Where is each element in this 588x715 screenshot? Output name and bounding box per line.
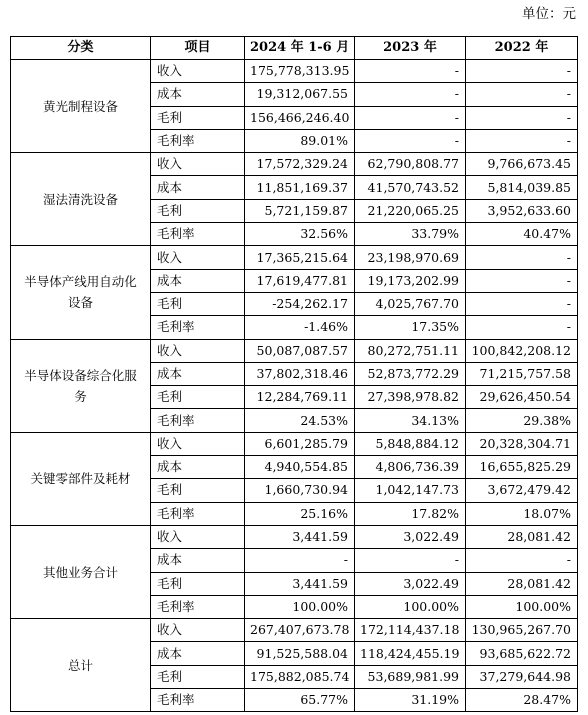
value-2023-cell: 100.00%: [355, 595, 466, 618]
value-2024-h1-cell: 1,660,730.94: [245, 479, 355, 502]
category-cell: 湿法清洗设备: [11, 153, 151, 246]
item-cell: 毛利: [151, 199, 245, 222]
value-2024-h1-cell: 65.77%: [245, 689, 355, 712]
value-2023-cell: 17.35%: [355, 316, 466, 339]
value-2024-h1-cell: 17,572,329.24: [245, 153, 355, 176]
value-2023-cell: 31.19%: [355, 689, 466, 712]
value-2024-h1-cell: 50,087,087.57: [245, 339, 355, 362]
value-2022-cell: -: [466, 549, 578, 572]
value-2022-cell: 40.47%: [466, 223, 578, 246]
item-cell: 成本: [151, 83, 245, 106]
value-2023-cell: 3,022.49: [355, 572, 466, 595]
value-2023-cell: 5,848,884.12: [355, 432, 466, 455]
value-2022-cell: 93,685,622.72: [466, 642, 578, 665]
item-cell: 毛利率: [151, 129, 245, 152]
table-row: [11, 339, 578, 362]
item-cell: 毛利: [151, 665, 245, 688]
item-cell: 收入: [151, 432, 245, 455]
value-2024-h1-cell: 3,441.59: [245, 525, 355, 548]
header-category: 分类: [11, 37, 151, 60]
value-2022-cell: 29.38%: [466, 409, 578, 432]
table-row: [11, 60, 578, 83]
value-2024-h1-cell: 156,466,246.40: [245, 106, 355, 129]
value-2023-cell: 41,570,743.52: [355, 176, 466, 199]
item-cell: 收入: [151, 339, 245, 362]
value-2023-cell: 53,689,981.99: [355, 665, 466, 688]
value-2024-h1-cell: 175,882,085.74: [245, 665, 355, 688]
value-2024-h1-cell: 4,940,554.85: [245, 456, 355, 479]
value-2022-cell: 9,766,673.45: [466, 153, 578, 176]
header-item: 项目: [151, 37, 245, 60]
value-2022-cell: -: [466, 269, 578, 292]
value-2022-cell: 16,655,825.29: [466, 456, 578, 479]
value-2023-cell: 80,272,751.11: [355, 339, 466, 362]
value-2023-cell: 62,790,808.77: [355, 153, 466, 176]
value-2022-cell: 28,081.42: [466, 572, 578, 595]
value-2024-h1-cell: 6,601,285.79: [245, 432, 355, 455]
value-2024-h1-cell: 37,802,318.46: [245, 362, 355, 385]
item-cell: 收入: [151, 619, 245, 642]
value-2023-cell: 1,042,147.73: [355, 479, 466, 502]
header-2022: 2022 年: [466, 37, 578, 60]
item-cell: 成本: [151, 176, 245, 199]
value-2024-h1-cell: 17,365,215.64: [245, 246, 355, 269]
table-row: [11, 619, 578, 642]
value-2022-cell: 3,672,479.42: [466, 479, 578, 502]
table-row: [11, 246, 578, 269]
item-cell: 收入: [151, 246, 245, 269]
item-cell: 毛利率: [151, 409, 245, 432]
value-2022-cell: 100.00%: [466, 595, 578, 618]
value-2023-cell: -: [355, 83, 466, 106]
value-2024-h1-cell: 19,312,067.55: [245, 83, 355, 106]
item-cell: 成本: [151, 456, 245, 479]
value-2023-cell: -: [355, 60, 466, 83]
value-2022-cell: -: [466, 316, 578, 339]
item-cell: 毛利: [151, 572, 245, 595]
value-2024-h1-cell: 267,407,673.78: [245, 619, 355, 642]
value-2023-cell: 4,025,767.70: [355, 292, 466, 315]
table-body: [11, 60, 578, 712]
value-2022-cell: 29,626,450.54: [466, 386, 578, 409]
category-cell: 总计: [11, 619, 151, 712]
gross-margin-table: [10, 36, 578, 712]
header-2023: 2023 年: [355, 37, 466, 60]
item-cell: 毛利率: [151, 595, 245, 618]
value-2024-h1-cell: 3,441.59: [245, 572, 355, 595]
value-2024-h1-cell: -: [245, 549, 355, 572]
item-cell: 收入: [151, 153, 245, 176]
value-2023-cell: -: [355, 106, 466, 129]
value-2022-cell: 71,215,757.58: [466, 362, 578, 385]
value-2023-cell: 23,198,970.69: [355, 246, 466, 269]
value-2023-cell: 17.82%: [355, 502, 466, 525]
table-row: [11, 432, 578, 455]
item-cell: 成本: [151, 269, 245, 292]
value-2022-cell: -: [466, 106, 578, 129]
header-2024-h1: 2024 年 1-6 月: [245, 37, 355, 60]
value-2023-cell: 33.79%: [355, 223, 466, 246]
value-2022-cell: 20,328,304.71: [466, 432, 578, 455]
item-cell: 毛利率: [151, 316, 245, 339]
value-2023-cell: 19,173,202.99: [355, 269, 466, 292]
value-2024-h1-cell: -254,262.17: [245, 292, 355, 315]
value-2022-cell: -: [466, 246, 578, 269]
item-cell: 收入: [151, 60, 245, 83]
unit-label: 单位：元: [522, 6, 576, 22]
item-cell: 毛利: [151, 479, 245, 502]
value-2022-cell: 28,081.42: [466, 525, 578, 548]
value-2023-cell: 172,114,437.18: [355, 619, 466, 642]
item-cell: 毛利: [151, 386, 245, 409]
value-2023-cell: 34.13%: [355, 409, 466, 432]
item-cell: 成本: [151, 549, 245, 572]
value-2023-cell: 4,806,736.39: [355, 456, 466, 479]
item-cell: 毛利率: [151, 502, 245, 525]
item-cell: 收入: [151, 525, 245, 548]
value-2022-cell: 100,842,208.12: [466, 339, 578, 362]
value-2023-cell: -: [355, 129, 466, 152]
category-cell: 其他业务合计: [11, 525, 151, 618]
value-2023-cell: -: [355, 549, 466, 572]
value-2024-h1-cell: 32.56%: [245, 223, 355, 246]
value-2024-h1-cell: 25.16%: [245, 502, 355, 525]
value-2023-cell: 27,398,978.82: [355, 386, 466, 409]
item-cell: 毛利: [151, 106, 245, 129]
value-2022-cell: -: [466, 83, 578, 106]
value-2022-cell: -: [466, 60, 578, 83]
item-cell: 成本: [151, 642, 245, 665]
value-2024-h1-cell: 100.00%: [245, 595, 355, 618]
value-2024-h1-cell: 12,284,769.11: [245, 386, 355, 409]
table-row: [11, 525, 578, 548]
category-cell: 黄光制程设备: [11, 60, 151, 153]
value-2022-cell: 28.47%: [466, 689, 578, 712]
value-2024-h1-cell: 5,721,159.87: [245, 199, 355, 222]
value-2024-h1-cell: 91,525,588.04: [245, 642, 355, 665]
table-row: [11, 153, 578, 176]
category-cell: 关键零部件及耗材: [11, 432, 151, 525]
item-cell: 毛利: [151, 292, 245, 315]
value-2023-cell: 21,220,065.25: [355, 199, 466, 222]
value-2024-h1-cell: 175,778,313.95: [245, 60, 355, 83]
category-cell: 半导体产线用自动化设备: [11, 246, 151, 339]
value-2022-cell: 3,952,633.60: [466, 199, 578, 222]
value-2022-cell: -: [466, 292, 578, 315]
value-2023-cell: 3,022.49: [355, 525, 466, 548]
item-cell: 成本: [151, 362, 245, 385]
value-2022-cell: 37,279,644.98: [466, 665, 578, 688]
value-2022-cell: 18.07%: [466, 502, 578, 525]
value-2024-h1-cell: 11,851,169.37: [245, 176, 355, 199]
value-2024-h1-cell: 24.53%: [245, 409, 355, 432]
header-row: [11, 37, 578, 60]
value-2023-cell: 52,873,772.29: [355, 362, 466, 385]
value-2022-cell: 5,814,039.85: [466, 176, 578, 199]
value-2024-h1-cell: -1.46%: [245, 316, 355, 339]
value-2023-cell: 118,424,455.19: [355, 642, 466, 665]
value-2022-cell: 130,965,267.70: [466, 619, 578, 642]
value-2024-h1-cell: 89.01%: [245, 129, 355, 152]
item-cell: 毛利率: [151, 223, 245, 246]
category-cell: 半导体设备综合化服务: [11, 339, 151, 432]
item-cell: 毛利率: [151, 689, 245, 712]
value-2022-cell: -: [466, 129, 578, 152]
value-2024-h1-cell: 17,619,477.81: [245, 269, 355, 292]
